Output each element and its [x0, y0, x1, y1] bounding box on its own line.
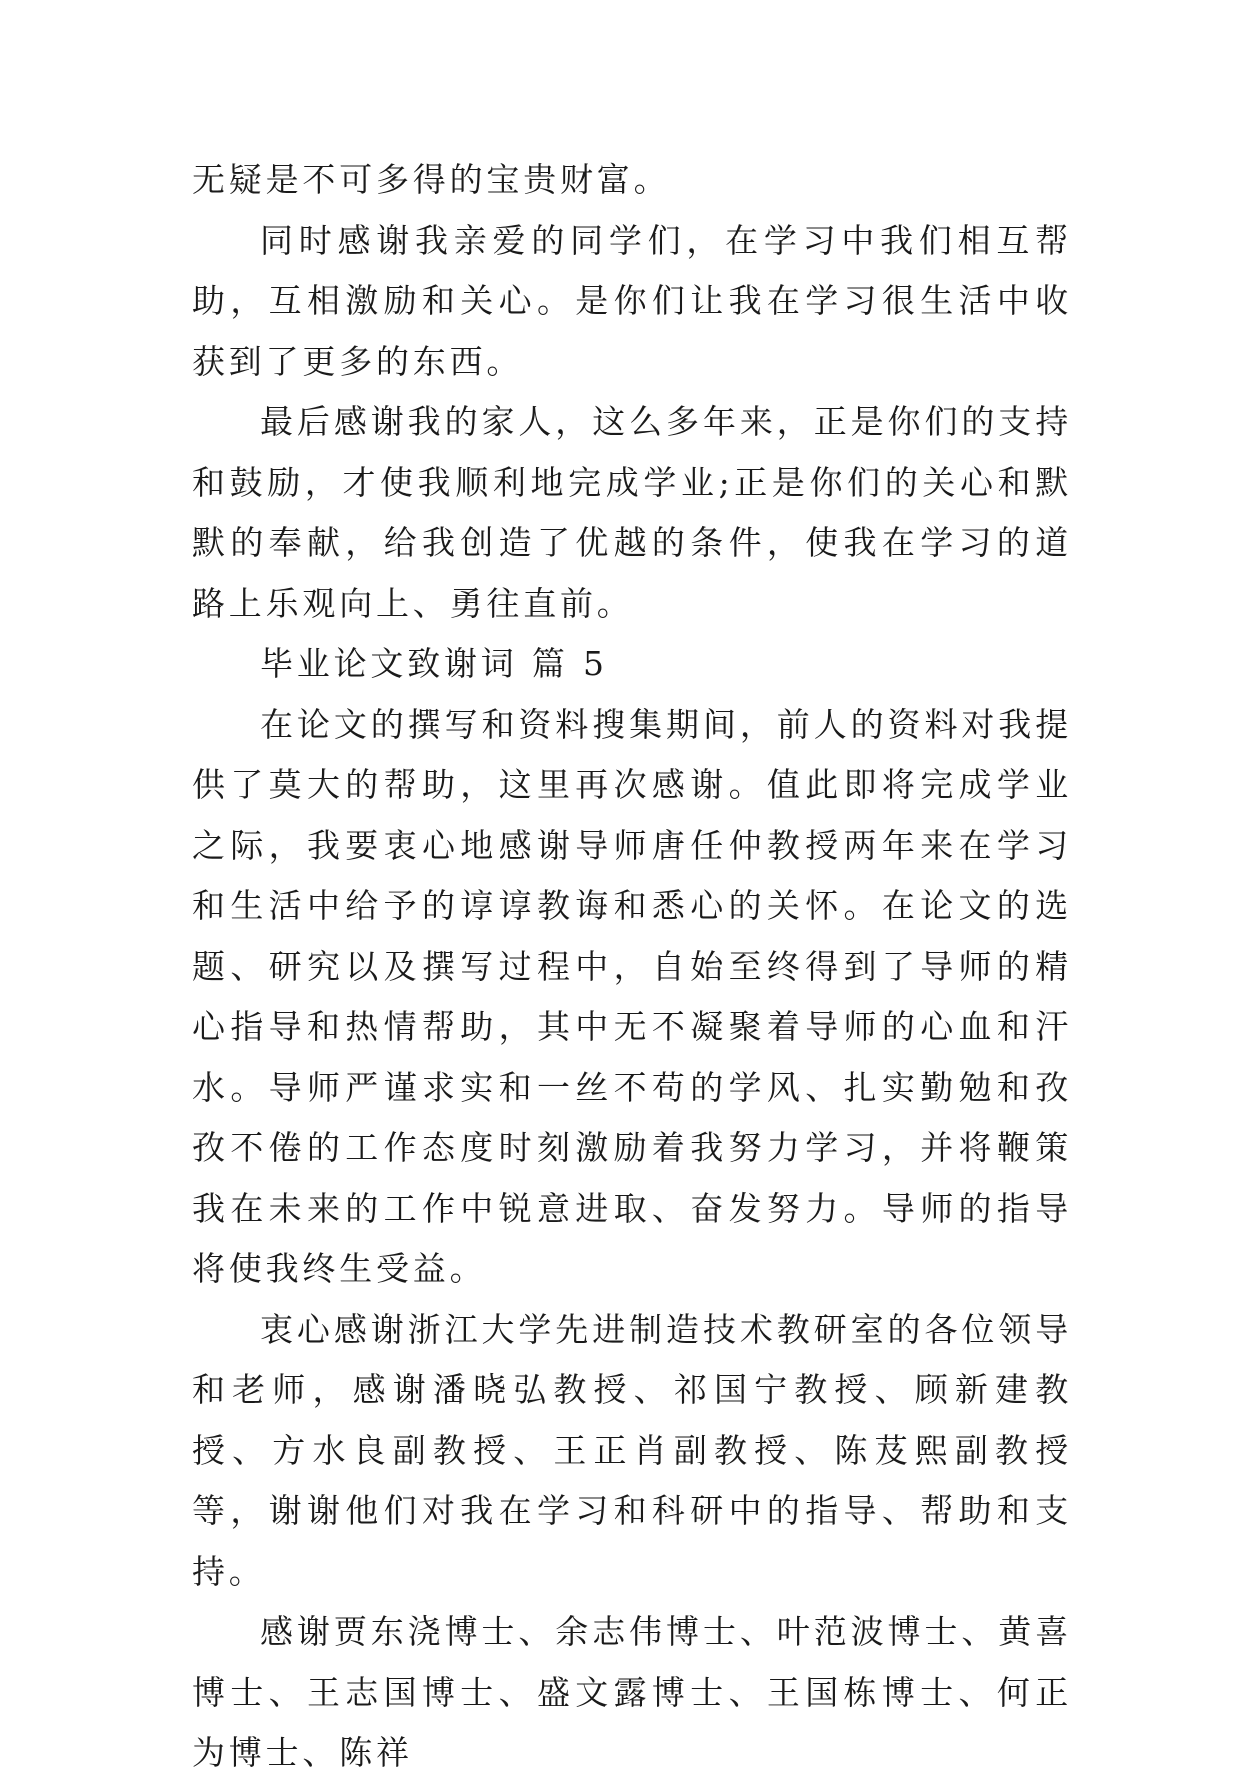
section-heading: 毕业论文致谢词 篇 5 — [260, 644, 608, 683]
paragraph-thanks-classmates: 同时感谢我亲爱的同学们，在学习中我们相互帮助，互相激励和关心。是你们让我在学习很生活中收获到了更多的东西。 — [192, 220, 1072, 381]
paragraph-thanks-faculty: 衷心感谢浙江大学先进制造技术教研室的各位领导和老师，感谢潘晓弘教授、祁国宁教授、顾新建教授、方水良副教授、王正肖副教授、陈芨熙副教授等，谢谢他们对我在学习和科研中的指导、帮助和支持。 — [192, 1309, 1072, 1591]
paragraph-continuation: 无疑是不可多得的宝贵财富。 — [192, 160, 671, 199]
paragraph-thanks-family: 最后感谢我的家人，这么多年来，正是你们的支持和鼓励，才使我顺利地完成学业;正是你们的关心和默默的奉献，给我创造了优越的条件，使我在学习的道路上乐观向上、勇往直前。 — [192, 402, 1072, 623]
paragraph-thanks-doctors: 感谢贾东浇博士、余志伟博士、叶范波博士、黄喜博士、王志国博士、盛文露博士、王国栋博士、何正为博士、陈祥 — [192, 1612, 1072, 1772]
paragraph-thanks-advisor: 在论文的撰写和资料搜集期间，前人的资料对我提供了莫大的帮助，这里再次感谢。值此即将完成学业之际，我要衷心地感谢导师唐任仲教授两年来在学习和生活中给予的谆谆教诲和悉心的关怀。在论文的选题、研究以及撰写过程中，自始至终得到了导师的精心指导和热情帮助，其中无不凝聚着导师的心血和汗水。导师严谨求实和一丝不苟的学风、扎实勤勉和孜孜不倦的工作态度时刻激励着我努力学习，并将鞭策我在未来的工作中锐意进取、奋发努力。导师的指导将使我终生受益。 — [192, 704, 1072, 1288]
document-body — [192, 150, 1072, 1784]
